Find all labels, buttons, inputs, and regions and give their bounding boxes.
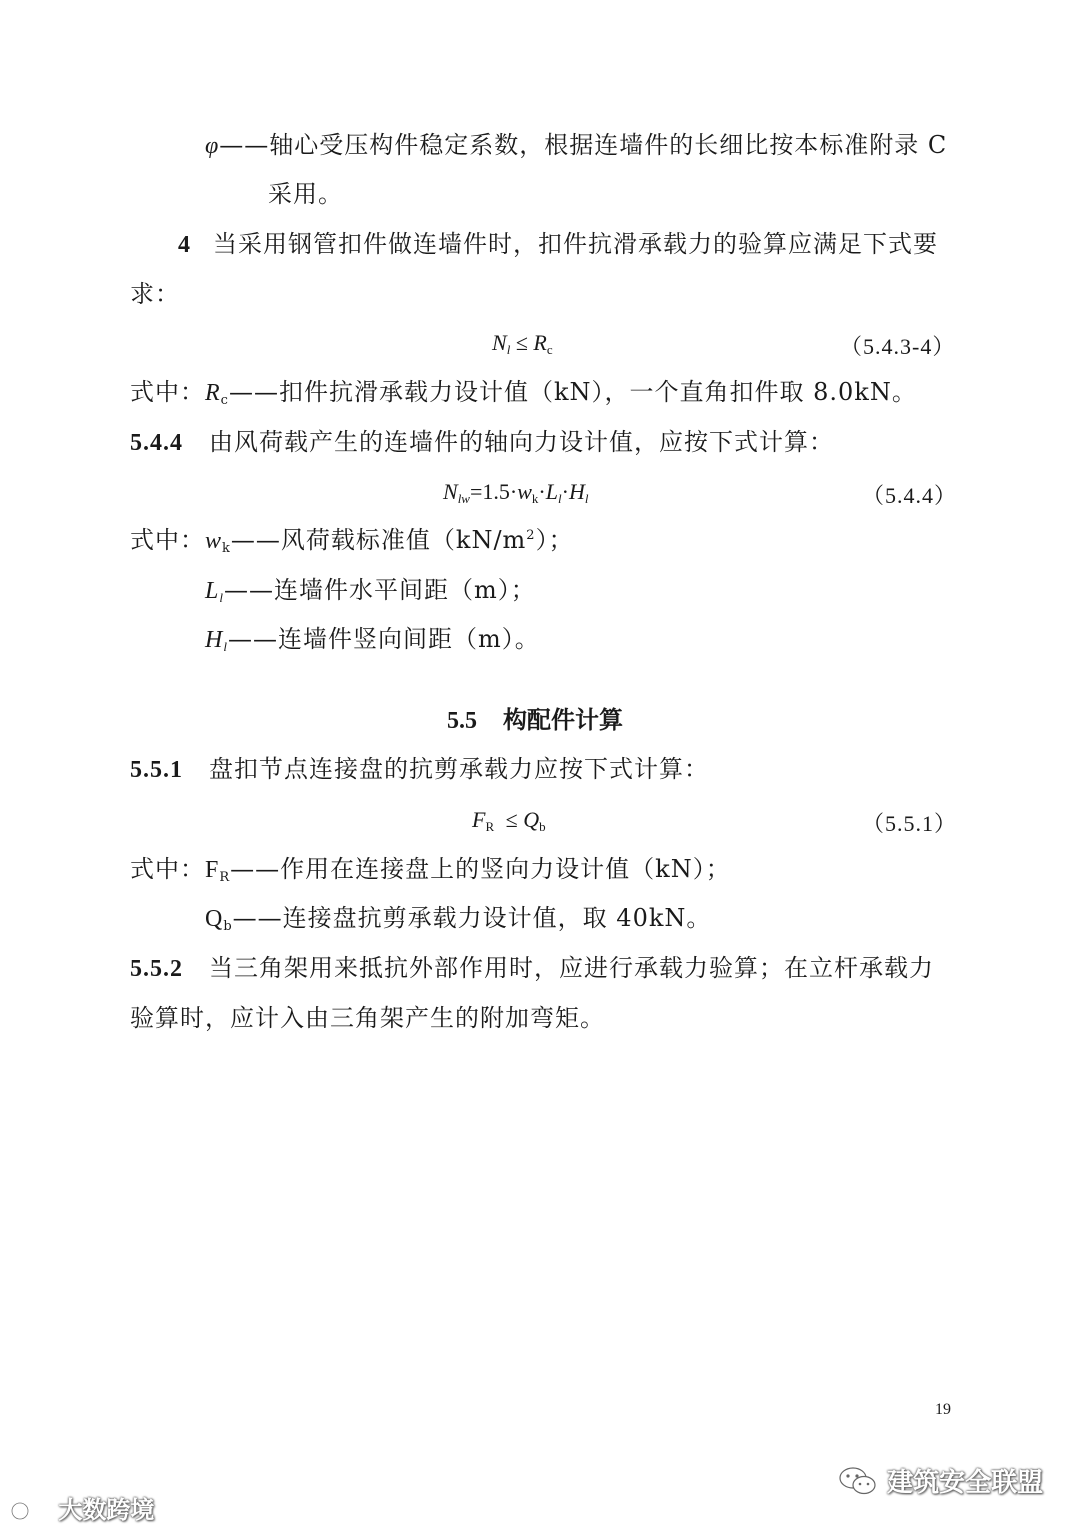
wechat-icon <box>838 1465 878 1497</box>
page-number: 19 <box>935 1401 951 1418</box>
item-4 <box>178 232 938 257</box>
watermark-right-text: 建筑安全联盟 <box>887 1468 1044 1498</box>
watermark-left <box>10 1490 154 1525</box>
clause-5-5-2 <box>130 956 934 981</box>
fr-prefix: 式中： <box>130 855 205 883</box>
ll-sub: l <box>219 590 224 605</box>
phi-definition-continued: 采用。 <box>268 180 343 208</box>
rc-text: ——扣件抗滑承载力设计值（kN），一个直角扣件取 8.0kN。 <box>228 378 917 406</box>
equation-number-5-5-1: （5.5.1） <box>862 811 958 836</box>
rc-prefix: 式中： <box>130 378 205 406</box>
eq2-lhs: N <box>443 479 458 504</box>
hl-text: ——连墙件竖向间距（m）。 <box>227 625 540 653</box>
clause-5-4-4-text: 由风荷载产生的连墙件的轴向力设计值，应按下式计算： <box>209 428 834 456</box>
equation-5-4-4 <box>443 479 588 505</box>
phi-symbol: φ <box>205 133 220 159</box>
qb-text: ——连接盘抗剪承载力设计值，取 40kN。 <box>232 904 712 932</box>
fr-sub: R <box>219 870 231 885</box>
wk-text: ——风荷载标准值（kN/m <box>230 526 527 554</box>
hl-sub: l <box>223 639 228 654</box>
clause-5-5-1-text: 盘扣节点连接盘的抗剪承载力应按下式计算： <box>209 755 709 783</box>
rc-sub: c <box>220 393 229 408</box>
eq1-lhs: N <box>492 330 507 355</box>
fr-text: ——作用在连接盘上的竖向力设计值（kN）； <box>230 855 731 883</box>
equation-5-5-1 <box>472 807 546 833</box>
wk-tail: ）； <box>535 526 574 554</box>
eq2-H: H <box>568 479 585 504</box>
clause-5-5-2-number: 5.5.2 <box>130 956 183 982</box>
section-number: 5.5 <box>447 708 477 734</box>
qb-sub: b <box>223 919 233 934</box>
eq1-rhs: R <box>533 330 547 355</box>
eq3-operator: ≤ <box>505 807 518 832</box>
eq3-rhs-sub: b <box>539 819 546 834</box>
section-heading <box>447 700 623 735</box>
eq2-w-sub: k <box>531 491 539 506</box>
clause-5-4-4 <box>130 430 834 455</box>
eq2-coefficient: =1.5· <box>469 479 518 504</box>
equation-5-4-3-4 <box>492 330 553 356</box>
eq3-lhs-sub: R <box>485 819 495 834</box>
eq2-w: w <box>517 479 532 504</box>
ll-symbol: L <box>205 578 220 604</box>
ll-definition <box>205 578 536 603</box>
clause-5-5-1-number: 5.5.1 <box>130 757 183 783</box>
eq1-rhs-sub: c <box>546 342 553 357</box>
clause-5-5-2-continued: 验算时，应计入由三角架产生的附加弯矩。 <box>130 1004 605 1032</box>
item-4-text: 当采用钢管扣件做连墙件时，扣件抗滑承载力的验算应满足下式要 <box>213 230 938 258</box>
watermark-logo-icon <box>10 1497 50 1523</box>
wk-definition <box>130 526 574 556</box>
qb-symbol: Q <box>205 906 224 932</box>
item-4-number: 4 <box>178 232 191 258</box>
eq2-dot-1: · <box>538 479 546 504</box>
rc-definition <box>130 378 917 408</box>
fr-symbol: F <box>205 857 220 883</box>
qb-definition <box>205 904 712 934</box>
eq1-operator: ≤ <box>515 330 528 355</box>
eq2-dot-2: · <box>561 479 569 504</box>
fr-definition <box>130 855 731 885</box>
rc-symbol: R <box>205 380 221 406</box>
eq2-L-sub: l <box>557 491 562 506</box>
watermark-right <box>838 1462 1043 1499</box>
eq3-rhs: Q <box>523 807 540 832</box>
clause-5-4-4-number: 5.4.4 <box>130 430 183 456</box>
wk-prefix: 式中： <box>130 526 205 554</box>
hl-symbol: H <box>205 627 224 653</box>
item-4-continued: 求： <box>130 280 180 308</box>
wk-sub: k <box>222 541 231 556</box>
equation-number-5-4-3-4: （5.4.3-4） <box>840 334 956 359</box>
phi-definition-text: ——轴心受压构件稳定系数，根据连墙件的长细比按本标准附录 C <box>219 131 948 159</box>
eq1-lhs-sub: l <box>506 342 511 357</box>
ll-text: ——连墙件水平间距（m）； <box>223 576 536 604</box>
clause-5-5-1 <box>130 757 709 782</box>
eq2-lhs-sub: lw <box>457 491 470 506</box>
eq2-L: L <box>545 479 558 504</box>
clause-5-5-2-text: 当三角架用来抵抗外部作用时，应进行承载力验算；在立杆承载力 <box>209 954 934 982</box>
wk-symbol: w <box>205 528 223 554</box>
hl-definition <box>205 627 540 652</box>
equation-number-5-4-4: （5.4.4） <box>862 483 958 508</box>
watermark-left-text: 大数跨境 <box>58 1496 155 1524</box>
phi-definition <box>205 133 947 158</box>
eq2-H-sub: l <box>584 491 589 506</box>
eq3-lhs: F <box>472 807 486 832</box>
wk-sup: 2 <box>526 528 536 543</box>
section-title: 构配件计算 <box>503 705 623 734</box>
